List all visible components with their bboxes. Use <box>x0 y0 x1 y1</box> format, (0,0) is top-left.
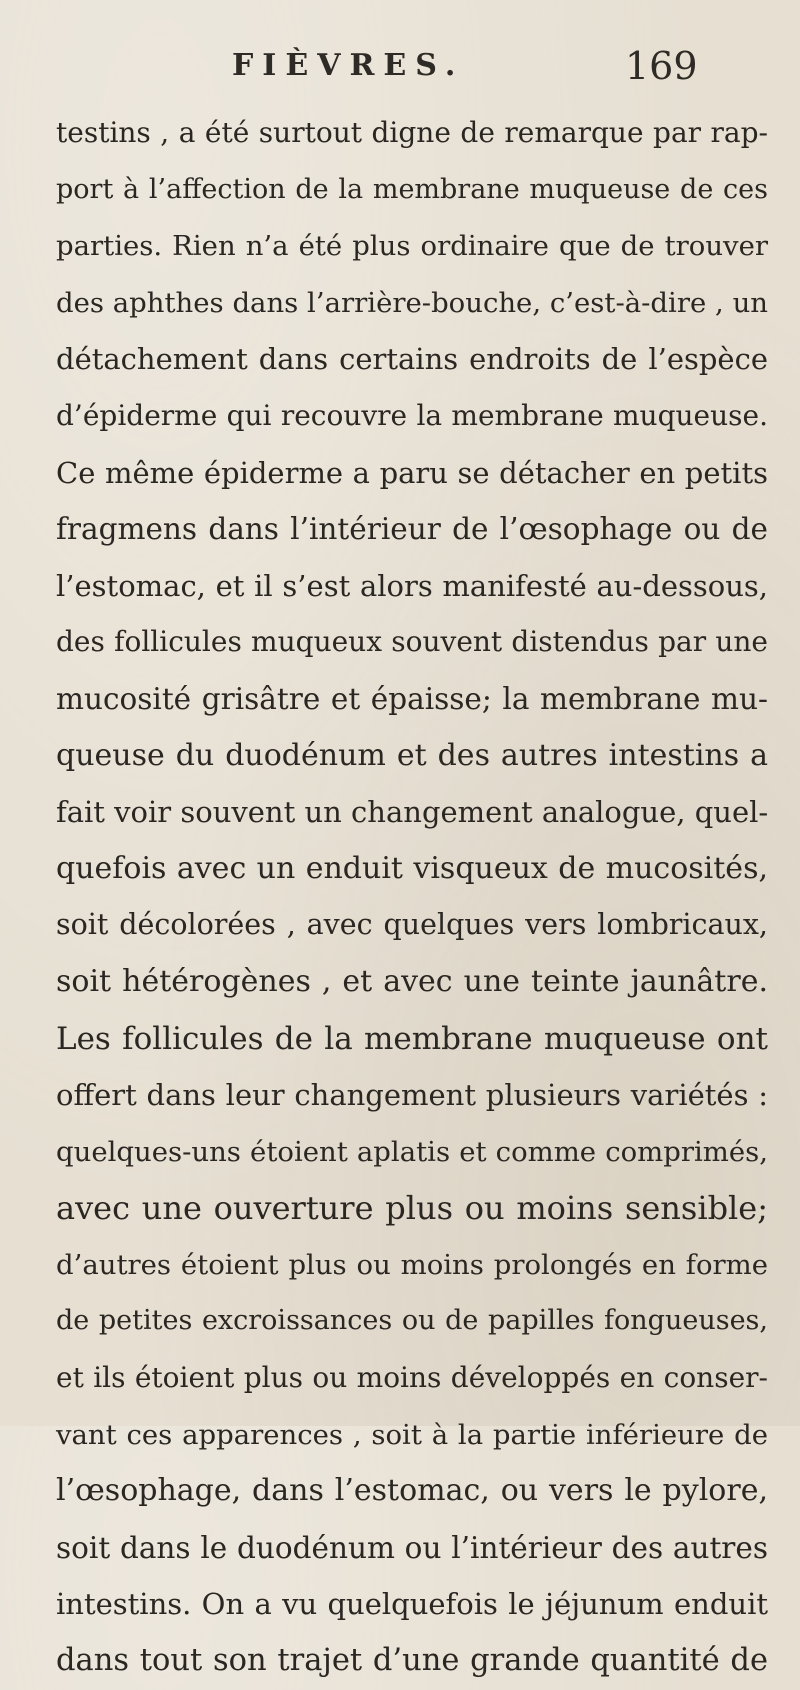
text-line: fait voir souvent un changement analogue, quel- <box>56 795 769 830</box>
text-line: des follicules muqueux souvent distendus par une <box>56 625 768 659</box>
text-line: testins , a été surtout digne de remarque par rap- <box>56 116 768 149</box>
text-line: Les follicules de la membrane muqueuse ont <box>56 1020 768 1057</box>
page-number: 169 <box>625 44 698 88</box>
text-line: dans tout son trajet d’une grande quantité de <box>56 1643 768 1679</box>
text-line: avec une ouverture plus ou moins sensible; <box>56 1189 768 1228</box>
text-line: parties. Rien n’a été plus ordinaire que de trouver <box>56 230 768 263</box>
text-line: soit dans le duodénum ou l’intérieur des autres <box>56 1530 768 1565</box>
text-line: d’épiderme qui recouvre la membrane muqueuse. <box>56 398 768 432</box>
text-line: soit hétérogènes , et avec une teinte jaunâtre. <box>56 963 768 999</box>
text-line: fragmens dans l’intérieur de l’œsophage ou de <box>56 512 768 547</box>
page-header <box>0 44 800 98</box>
text-line: d’autres étoient plus ou moins prolongés en forme <box>56 1248 768 1281</box>
text-line: quefois avec un enduit visqueux de mucosités, <box>56 850 768 886</box>
text-line: de petites excroissances ou de papilles fongueuses, <box>56 1305 768 1337</box>
text-line: intestins. On a vu quelquefois le jéjunum enduit <box>56 1587 768 1622</box>
text-line: Ce même épiderme a paru se détacher en petits <box>56 455 768 490</box>
text-line: vant ces apparences , soit à la partie inférieure de <box>56 1418 768 1451</box>
text-line: port à l’affection de la membrane muqueuse de ces <box>56 173 768 205</box>
text-line: des aphthes dans l’arrière-bouche, c’est-à-dire , un <box>56 286 768 319</box>
running-head: FIÈVRES. <box>232 48 465 83</box>
text-line: l’estomac, et il s’est alors manifesté au-dessous, <box>56 568 768 603</box>
body-text <box>56 105 768 1690</box>
text-line: et ils étoient plus ou moins développés en conser- <box>56 1361 768 1395</box>
text-line: mucosité grisâtre et épaisse; la membrane mu- <box>56 681 768 716</box>
text-line: détachement dans certains endroits de l’espèce <box>56 342 768 377</box>
text-line: soit décolorées , avec quelques vers lombricaux, <box>56 908 768 942</box>
text-line: queuse du duodénum et des autres intestins a <box>56 737 768 773</box>
text-line: quelques-uns étoient aplatis et comme comprimés, <box>56 1135 768 1168</box>
text-line: l’œsophage, dans l’estomac, ou vers le pylore, <box>56 1473 768 1509</box>
text-line: offert dans leur changement plusieurs variétés : <box>56 1078 768 1113</box>
